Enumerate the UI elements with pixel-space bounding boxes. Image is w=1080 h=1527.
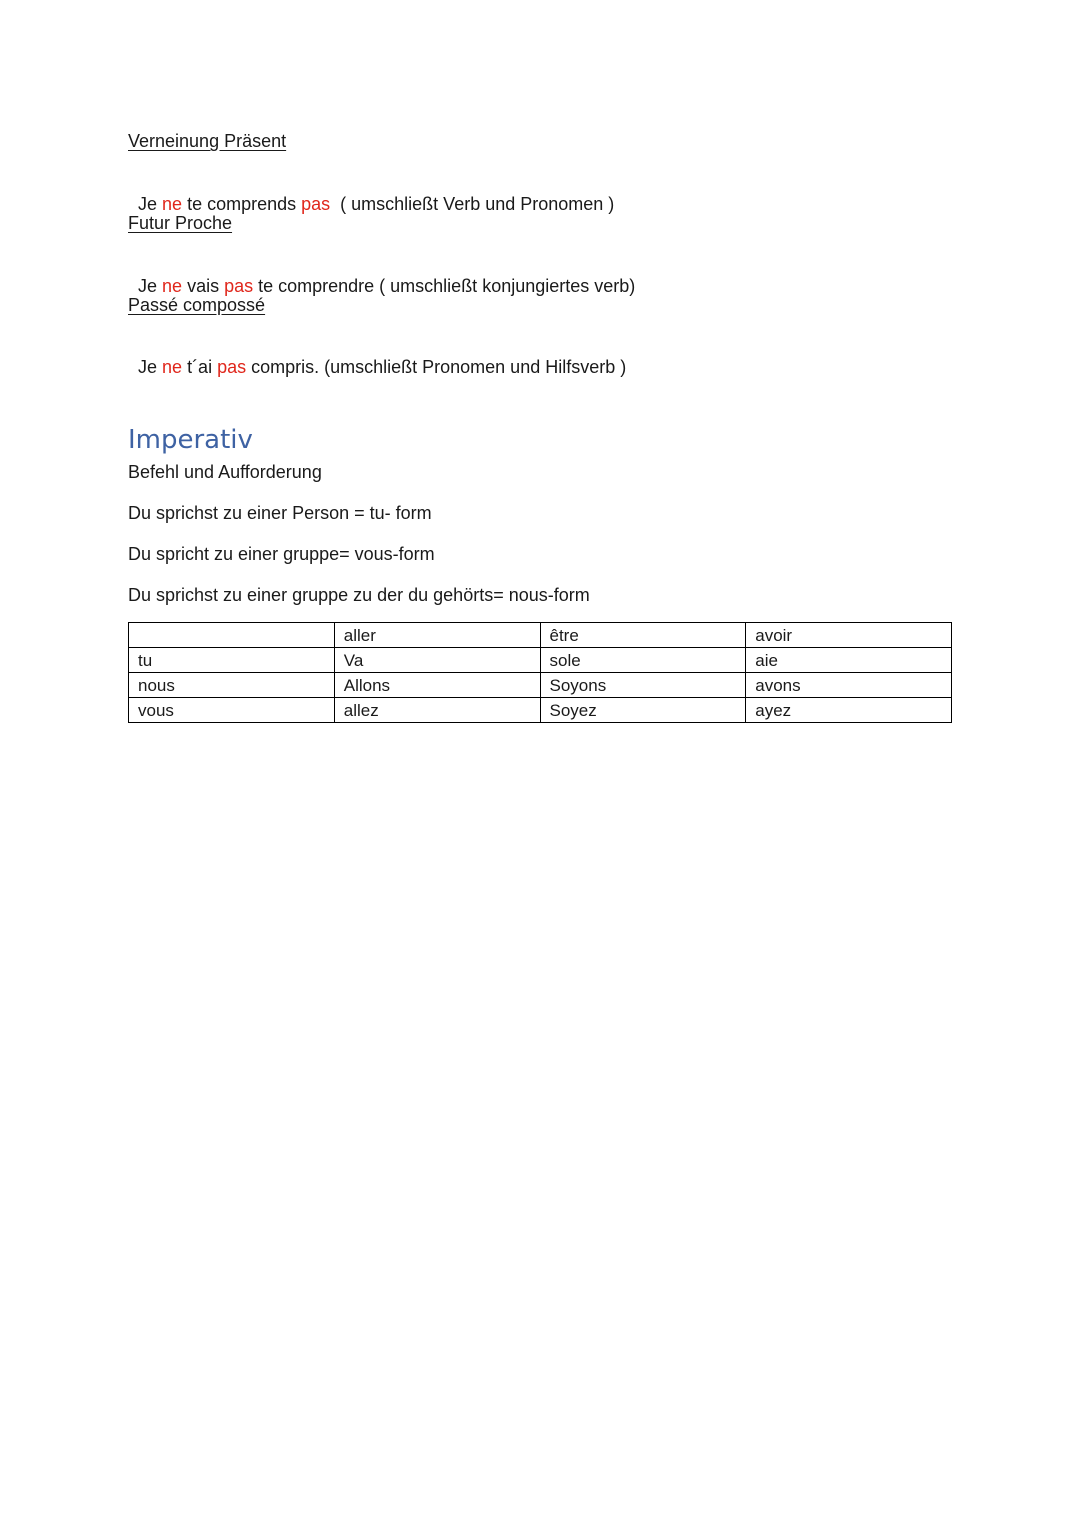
negation-pas: pas	[301, 194, 331, 214]
imperativ-table	[128, 622, 952, 723]
negation-pas: pas	[224, 276, 254, 296]
table-cell	[129, 623, 335, 648]
heading-passe-compose: Passé compossé	[128, 295, 266, 315]
negation-pas: pas	[217, 357, 247, 377]
example-present	[128, 171, 614, 215]
heading-verneinung-praesent: Verneinung Präsent	[128, 131, 287, 151]
table-header-avoir: avoir	[746, 623, 952, 648]
example-passe	[128, 334, 626, 378]
heading-futur-proche: Futur Proche	[128, 213, 233, 233]
text-segment: compris. (umschließt Pronomen und Hilfsverb )	[246, 357, 627, 377]
table-header-aller: aller	[334, 623, 540, 648]
text-segment: Je	[138, 276, 163, 296]
imperativ-line-tu: Du sprichst zu einer Person = tu- form	[128, 503, 432, 523]
table-cell: tu	[129, 648, 335, 673]
table-cell: Soyons	[540, 673, 746, 698]
table-cell: Soyez	[540, 698, 746, 723]
table-row	[129, 698, 952, 723]
text-segment: vais	[182, 276, 225, 296]
imperativ-line-vous: Du spricht zu einer gruppe= vous-form	[128, 544, 435, 564]
table-header-row	[129, 623, 952, 648]
table-row	[129, 648, 952, 673]
negation-ne: ne	[162, 194, 183, 214]
table-cell: ayez	[746, 698, 952, 723]
text-segment: t´ai	[182, 357, 218, 377]
table-row	[129, 673, 952, 698]
negation-ne: ne	[162, 357, 183, 377]
section-title-imperativ: Imperativ	[128, 425, 253, 455]
example-futur	[128, 253, 635, 297]
text-segment: ( umschließt Verb und Pronomen )	[330, 194, 615, 214]
text-segment: Je	[138, 357, 163, 377]
table-cell: aie	[746, 648, 952, 673]
text-segment: Je	[138, 194, 163, 214]
table-cell: nous	[129, 673, 335, 698]
text-segment: te comprends	[182, 194, 302, 214]
table-header-etre: être	[540, 623, 746, 648]
text-segment: te comprendre ( umschließt konjungiertes verb)	[253, 276, 636, 296]
table-cell: avons	[746, 673, 952, 698]
imperativ-line-nous: Du sprichst zu einer gruppe zu der du gehörts= nous-form	[128, 585, 590, 605]
table-cell: Va	[334, 648, 540, 673]
table-cell: sole	[540, 648, 746, 673]
table-cell: allez	[334, 698, 540, 723]
negation-ne: ne	[162, 276, 183, 296]
table-cell: vous	[129, 698, 335, 723]
imperativ-subtitle: Befehl und Aufforderung	[128, 462, 322, 482]
table-cell: Allons	[334, 673, 540, 698]
